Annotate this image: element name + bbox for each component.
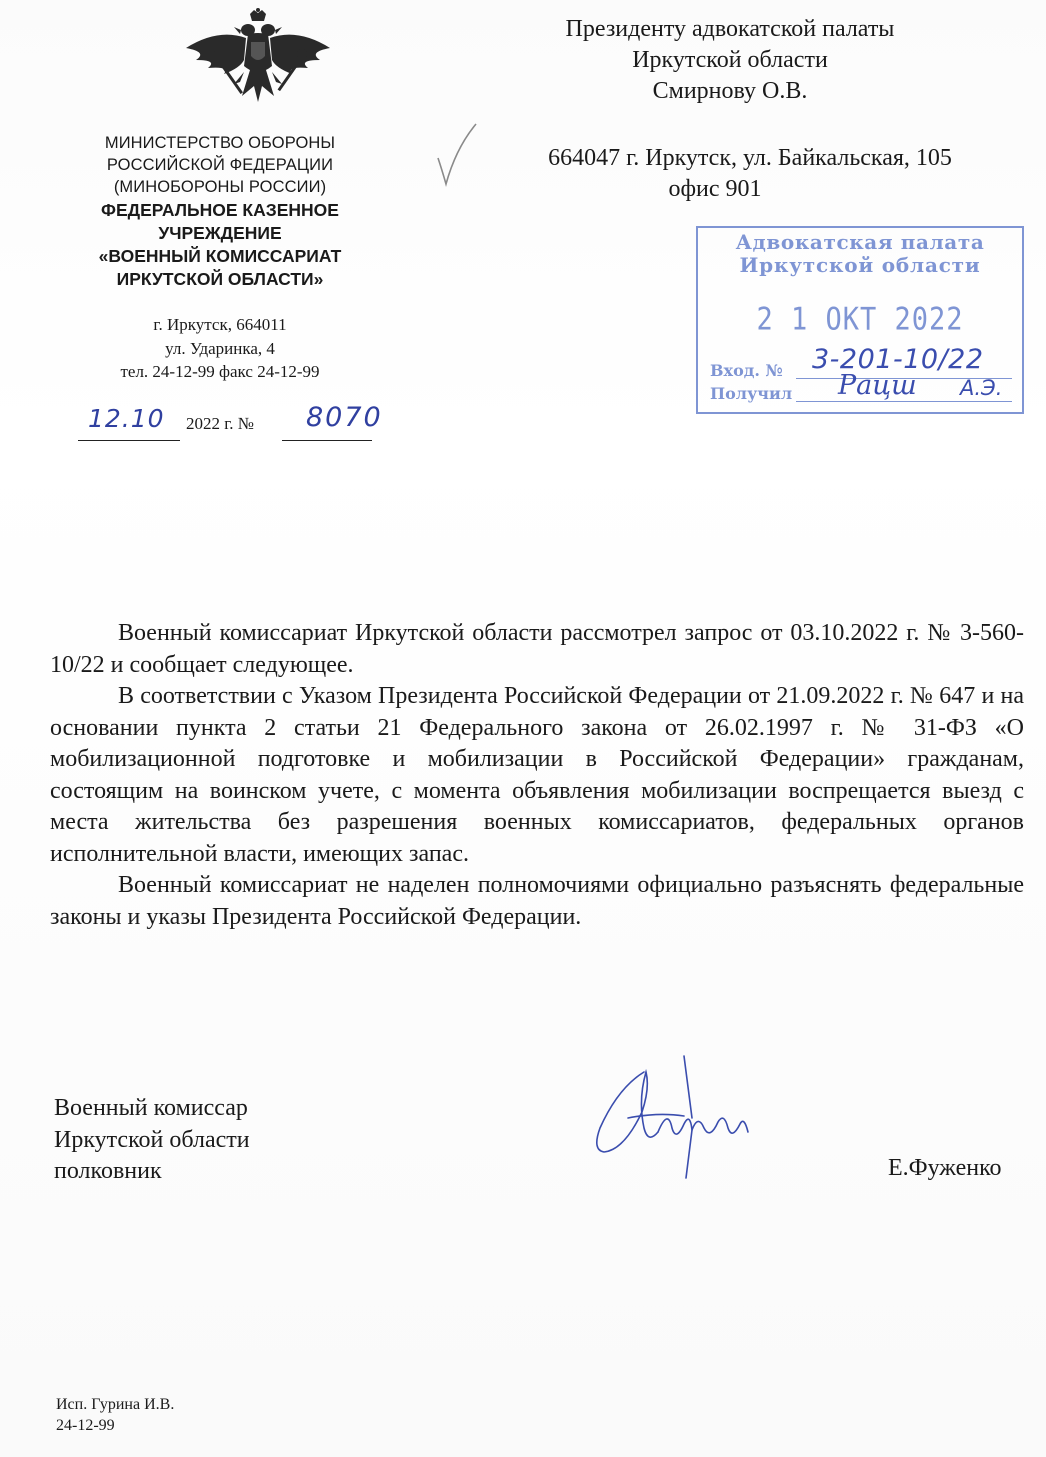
stamp-incoming-number-handwritten: 3-201-10/22 (812, 344, 984, 375)
institution-line: «ВОЕННЫЙ КОМИССАРИАТ (98, 246, 342, 266)
address-line: г. Иркутск, 664011 (153, 315, 287, 334)
ministry-line: РОССИЙСКОЙ ФЕДЕРАЦИИ (106, 156, 334, 174)
sender-block (40, 132, 400, 384)
stamp-date: 2 1 ОКТ 2022 (756, 301, 964, 338)
address-line: тел. 24-12-99 факс 24-12-99 (120, 362, 320, 381)
addressee-line: Президенту адвокатской палаты (565, 16, 895, 42)
signatory-position (54, 1093, 250, 1188)
institution-name (40, 199, 400, 291)
body-paragraph: В соответствии с Указом Президента Российской Федерации от 21.09.2022 г. № 647 и на основании пункта 2 статьи 21 Федерального закона от 26.02.1997 г. № 31-ФЗ «О мобилизационной подготовке и мобилизации в Российской Федерации» гражданам, состоящим на воинском учете, с момента объявления мобилизации воспрещается выезд с места жительства без разрешения военных комиссариатов, федеральных органов исполнительной власти, имеющих запас. (50, 683, 1024, 867)
body-paragraph: Военный комиссариат Иркутской области рассмотрел запрос от 03.10.2022 г. № 3-560-10/22 и сообщает следующее. (50, 620, 1024, 678)
executor-block (56, 1394, 174, 1436)
addressee-line: Смирнову О.В. (652, 78, 808, 104)
body-paragraph: Военный комиссариат не наделен полномочиями официально разъяснять федеральные законы и указы Президента Российской Федерации. (50, 872, 1024, 930)
institution-line: ИРКУТСКОЙ ОБЛАСТИ» (116, 269, 324, 289)
executor-name: Исп. Гурина И.В. (56, 1396, 175, 1413)
incoming-registration-stamp (696, 226, 1024, 414)
double-headed-eagle-emblem-icon (178, 8, 338, 108)
outgoing-number-handwritten: 8070 (306, 402, 383, 433)
addressee-line: Иркутской области (632, 47, 828, 73)
signatory-name: Е.Фуженко (888, 1155, 1002, 1181)
stamp-organization-line: Иркутской области (739, 253, 981, 277)
handwritten-signature (588, 1048, 764, 1190)
stamp-received-label: Получил (710, 384, 793, 403)
outgoing-year-label: 2022 г. № (186, 414, 255, 433)
addressee-street: 664047 г. Иркутск, ул. Байкальская, 105 (548, 145, 952, 171)
addressee-office: офис 901 (668, 176, 762, 202)
outgoing-registration-line (78, 404, 408, 444)
letter-body (50, 618, 1024, 933)
ministry-name (40, 132, 400, 198)
sender-address (40, 313, 400, 384)
address-line: ул. Ударинка, 4 (165, 338, 275, 358)
signatory-position-line: Военный комиссар (54, 1095, 248, 1121)
addressee-block (470, 14, 990, 205)
stamp-incoming-label: Вход. № (710, 361, 783, 380)
ministry-line: (МИНОБОРОНЫ РОССИИ) (113, 178, 327, 196)
ministry-line: МИНИСТЕРСТВО ОБОРОНЫ (104, 134, 336, 152)
executor-phone: 24-12-99 (56, 1417, 115, 1434)
signatory-position-line: Иркутской области (54, 1126, 250, 1153)
signatory-position-line: полковник (54, 1158, 162, 1184)
institution-line: ФЕДЕРАЛЬНОЕ КАЗЕННОЕ (101, 200, 339, 220)
outgoing-date-handwritten: 12.10 (88, 404, 165, 433)
stamp-received-by-handwritten: Рацш (838, 370, 917, 401)
stamp-received-underline (796, 401, 1012, 402)
stamp-received-initials-handwritten: А.Э. (960, 376, 1003, 400)
institution-line: УЧРЕЖДЕНИЕ (158, 223, 282, 243)
stamp-organization-line: Адвокатская палата (735, 230, 985, 254)
